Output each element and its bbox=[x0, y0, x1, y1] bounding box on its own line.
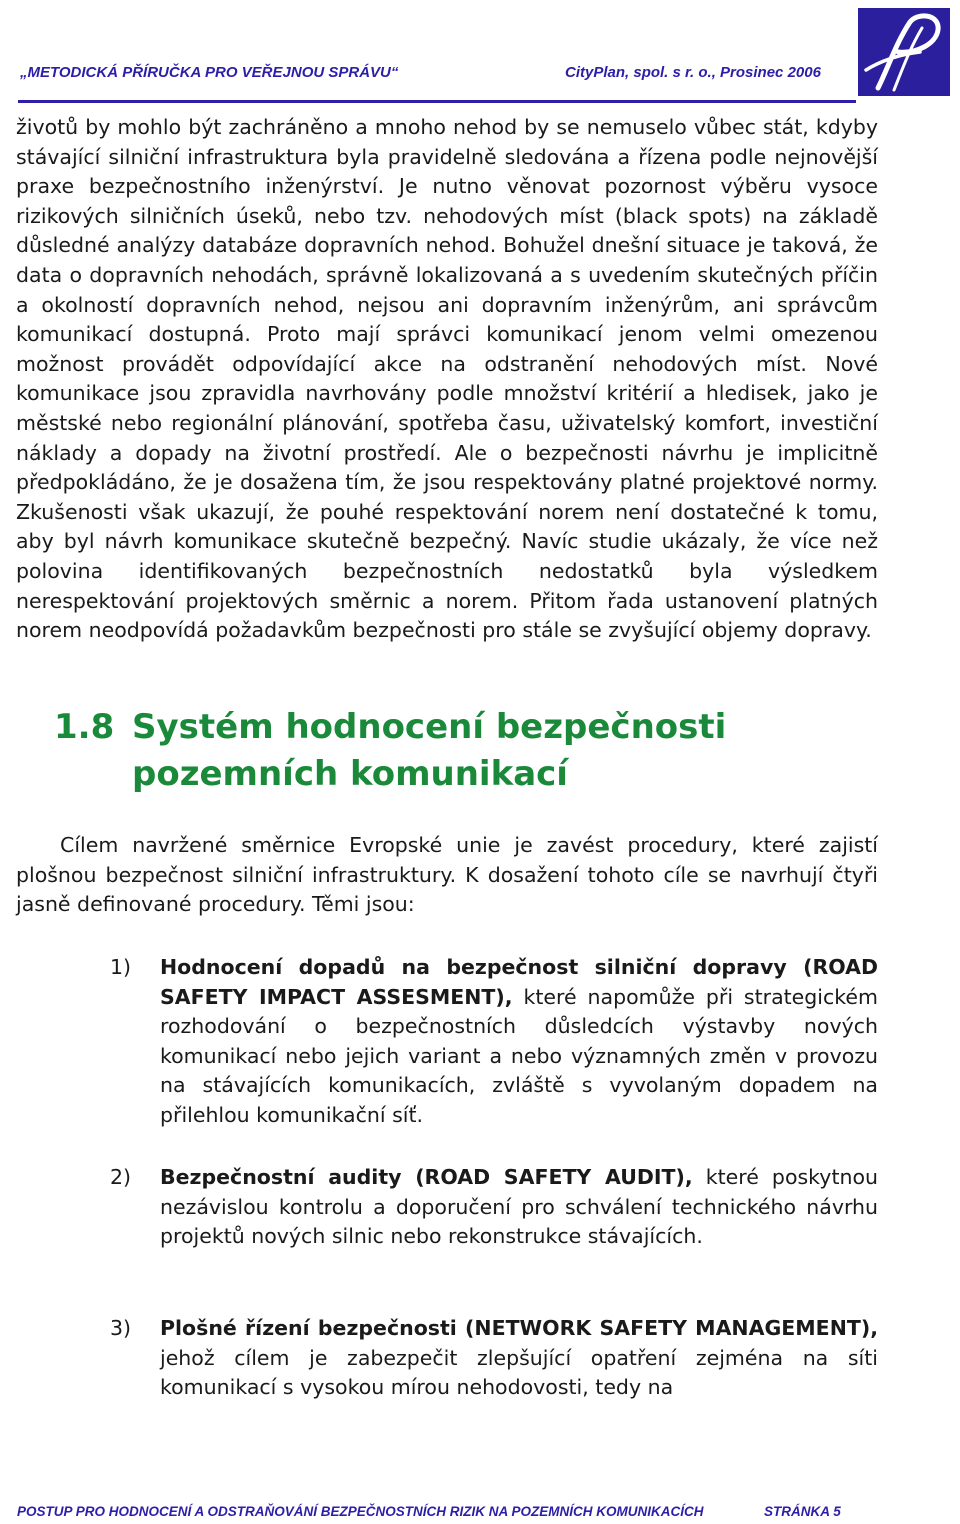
body-paragraph-2 bbox=[16, 831, 878, 920]
list-item-text: které napomůže při strategickém rozhodování o bezpečnostních důsledcích výstavby nových komunikací nebo jejich variant a nebo významných změn v provozu na stávajících komunikacích, zvláště s vyvolaným dopadem na přilehlou komunikační síť. bbox=[160, 984, 878, 1127]
page-header bbox=[0, 0, 960, 106]
list-item-body bbox=[160, 1314, 878, 1403]
list-marker: 1) bbox=[110, 955, 132, 979]
list-item-body bbox=[160, 953, 878, 1131]
list-item-body bbox=[160, 1163, 878, 1252]
footer-document-title: POSTUP PRO HODNOCENÍ A ODSTRAŇOVÁNÍ BEZPEČNOSTNÍCH RIZIK NA POZEMNÍCH KOMUNIKACÍCH bbox=[17, 1504, 704, 1519]
list-item-text: jehož cílem je zabezpečit zlepšující opatření zejména na síti komunikací s vysokou mírou nehodovosti, tedy na bbox=[160, 1345, 878, 1400]
list-marker: 3) bbox=[110, 1316, 132, 1340]
list-item-bold: Hodnocení dopadů na bezpečnost silniční dopravy (ROAD SAFETY IMPACT ASSESMENT), bbox=[160, 955, 878, 1009]
cityplan-logo-icon bbox=[858, 8, 950, 96]
section-title: Systém hodnocení bezpečnosti pozemních komunikací bbox=[132, 707, 727, 794]
list-marker: 2) bbox=[110, 1165, 132, 1189]
section-number: 1.8 bbox=[54, 707, 115, 747]
list-item-bold: Bezpečnostní audity (ROAD SAFETY AUDIT), bbox=[160, 1165, 693, 1189]
body-paragraph-2-text: Cílem navržené směrnice Evropské unie je zavést procedury, které zajistí plošnou bezpečnost silniční infrastruktury. K dosažení tohoto cíle se navrhují čtyři jasně definované procedury. Těmi jsou: bbox=[16, 833, 878, 917]
header-divider bbox=[18, 100, 856, 103]
header-publisher-date: CityPlan, spol. s r. o., Prosinec 2006 bbox=[565, 64, 821, 81]
footer-page-number: STRÁNKA 5 bbox=[764, 1504, 841, 1519]
header-publication-title: „METODICKÁ PŘÍRUČKA PRO VEŘEJNOU SPRÁVU“ bbox=[20, 64, 399, 81]
list-item-text: které poskytnou nezávislou kontrolu a doporučení pro schválení technického návrhu projektů nových silnic nebo rekonstrukce stávajících. bbox=[160, 1165, 879, 1249]
body-paragraph-1: životů by mohlo být zachráněno a mnoho nehod by se nemuselo vůbec stát, kdyby stávající silniční infrastruktura byla pravidelně sledována a řízena podle nejnovější praxe bezpečnostního inženýrství. Je nutno věnovat pozornost výběru vysoce rizikových silničních úseků, nebo tzv. nehodových míst (black spots) na základě důsledné analýzy databáze dopravních nehod. Bohužel dnešní situace je taková, že data o dopravních nehodách, správně lokalizovaná a s uvedením skutečných příčin a okolností dopravních nehod, nejsou ani dopravním inženýrům, ani správcům komunikací dostupná. Proto mají správci komunikací jenom velmi omezenou možnost provádět odpovídající akce na odstranění nehodových míst. Nové komunikace jsou zpravidla navrhovány podle množství kritérií a hledisek, jako je městské nebo regionální plánování, spotřeba času, uživatelský komfort, investiční náklady a dopady na životní prostředí. Ale o bezpečnosti návrhu je implicitně předpokládáno, že je dosažena tím, že jsou respektovány platné projektové normy. Zkušenosti však ukazují, že pouhé respektování norem není dostatečné k tomu, aby byl návrh komunikace skutečně bezpečný. Navíc studie ukázaly, že více než polovina identifikovaných bezpečnostních nedostatků byla výsledkem nerespektování projektových směrnic a norem. Přitom řada ustanovení platných norem neodpovídá požadavkům bezpečnosti pro stále se zvyšující objemy dopravy. bbox=[16, 115, 878, 643]
list-item-bold: Plošné řízení bezpečnosti (NETWORK SAFETY MANAGEMENT), bbox=[160, 1316, 878, 1340]
